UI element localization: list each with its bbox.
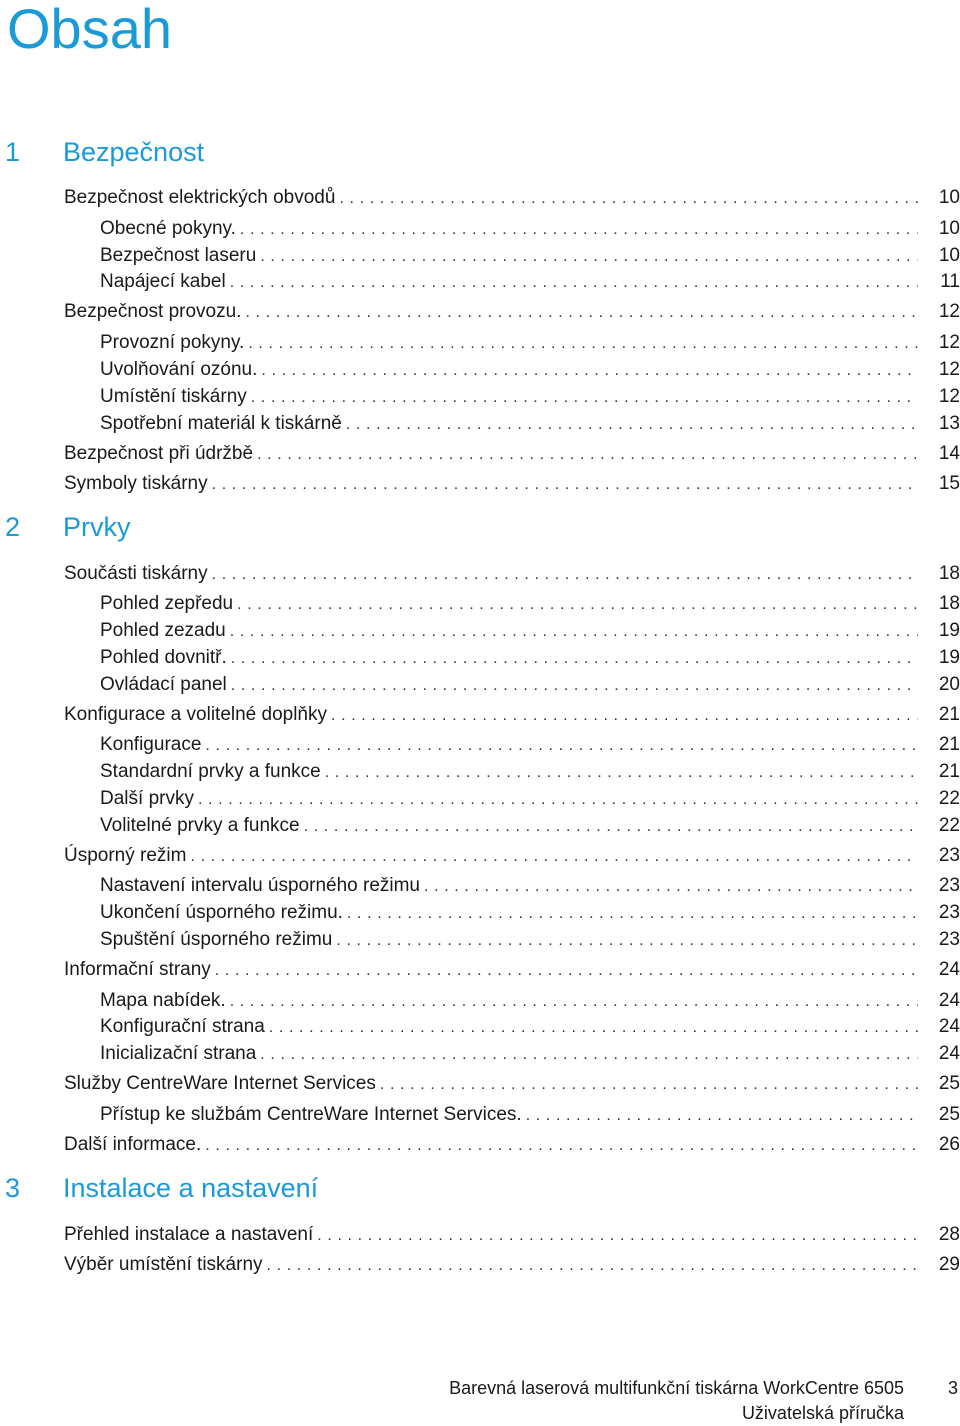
toc-entry[interactable] <box>64 562 960 586</box>
dot-leader <box>325 761 918 785</box>
toc-entry[interactable] <box>64 844 960 868</box>
dot-leader <box>245 301 918 325</box>
toc-subentry[interactable] <box>100 592 960 616</box>
dot-leader <box>257 443 918 467</box>
toc-entry-label: Nastavení intervalu úsporného režimu <box>100 875 421 896</box>
toc-entry-label: Pohled zezadu <box>100 620 226 641</box>
toc-entry-page: 23 <box>938 902 960 923</box>
toc-entry-page: 24 <box>938 959 960 980</box>
toc-subentry[interactable] <box>100 989 960 1013</box>
toc-entry-label: Spuštění úsporného režimu <box>100 929 333 950</box>
dot-leader <box>230 271 918 295</box>
toc-subentry[interactable] <box>100 928 960 952</box>
toc-entry-page: 23 <box>938 845 960 866</box>
chapter-heading-1[interactable] <box>5 135 204 169</box>
toc-entry-label: Spotřební materiál k tiskárně <box>100 413 342 434</box>
chapter-number: 2 <box>5 512 21 542</box>
toc-subentry[interactable] <box>100 217 960 241</box>
toc-entry[interactable] <box>64 1223 960 1247</box>
toc-entry-page: 25 <box>938 1104 960 1125</box>
toc-entry-page: 22 <box>938 788 960 809</box>
dot-leader <box>331 704 918 728</box>
toc-entry-page: 19 <box>938 620 960 641</box>
toc-subentry[interactable] <box>100 331 960 355</box>
toc-subentry[interactable] <box>100 874 960 898</box>
dot-leader <box>269 1016 918 1040</box>
dot-leader <box>215 959 918 983</box>
toc-entry-label: Bezpečnost při údržbě <box>64 443 254 464</box>
toc-subentry[interactable] <box>100 1103 960 1127</box>
toc-entry-page: 21 <box>938 734 960 755</box>
toc-entry[interactable] <box>64 1253 960 1277</box>
dot-leader <box>267 1254 918 1278</box>
dot-leader <box>237 593 918 617</box>
toc-entry[interactable] <box>64 958 960 982</box>
toc-entry-page: 12 <box>938 386 960 407</box>
dot-leader <box>205 1134 918 1158</box>
chapter-number: 1 <box>5 137 21 167</box>
toc-entry-page: 12 <box>938 332 960 353</box>
toc-entry-label: Standardní prvky a funkce <box>100 761 321 782</box>
dot-leader <box>526 1104 918 1128</box>
chapter-number: 3 <box>5 1173 21 1203</box>
dot-leader <box>260 1043 918 1067</box>
toc-subentry[interactable] <box>100 358 960 382</box>
toc-entry-page: 22 <box>938 815 960 836</box>
toc-entry-label: Služby CentreWare Internet Services <box>64 1073 376 1094</box>
toc-entry-label: Informační strany <box>64 959 211 980</box>
toc-entry-label: Uvolňování ozónu. <box>100 359 258 380</box>
dot-leader <box>339 187 918 211</box>
chapter-title: Prvky <box>63 512 131 542</box>
toc-entry-label: Konfigurační strana <box>100 1016 265 1037</box>
toc-entry-label: Umístění tiskárny <box>100 386 247 407</box>
toc-subentry[interactable] <box>100 244 960 268</box>
toc-entry[interactable] <box>64 703 960 727</box>
footer-page-number: 3 <box>947 1378 958 1398</box>
dot-leader <box>190 845 918 869</box>
dot-leader <box>212 473 918 497</box>
toc-entry-page: 29 <box>938 1254 960 1275</box>
chapter-heading-2[interactable] <box>5 510 131 544</box>
toc-subentry[interactable] <box>100 733 960 757</box>
toc-subentry[interactable] <box>100 270 960 294</box>
toc-entry-label: Bezpečnost provozu. <box>64 301 242 322</box>
toc-entry-label: Napájecí kabel <box>100 271 226 292</box>
toc-entry-label: Výběr umístění tiskárny <box>64 1254 263 1275</box>
toc-entry-label: Pohled zepředu <box>100 593 234 614</box>
dot-leader <box>230 620 918 644</box>
toc-entry-label: Pohled dovnitř. <box>100 647 227 668</box>
toc-entry-page: 24 <box>938 990 960 1011</box>
dot-leader <box>380 1073 918 1097</box>
toc-entry-label: Volitelné prvky a funkce <box>100 815 300 836</box>
toc-subentry[interactable] <box>100 760 960 784</box>
toc-subentry[interactable] <box>100 1042 960 1066</box>
dot-leader <box>260 245 918 269</box>
toc-entry-label: Ukončení úsporného režimu. <box>100 902 343 923</box>
dot-leader <box>231 647 918 671</box>
footer-product-name: Barevná laserová multifunkční tiskárna WorkCentre 6505 <box>449 1378 904 1398</box>
toc-entry-page: 23 <box>938 875 960 896</box>
page-footer <box>300 1376 960 1426</box>
toc-subentry[interactable] <box>100 1015 960 1039</box>
toc-entry-page: 11 <box>940 271 960 292</box>
dot-leader <box>251 386 918 410</box>
toc-entry-page: 20 <box>938 674 960 695</box>
toc-entry-page: 21 <box>938 761 960 782</box>
toc-subentry[interactable] <box>100 412 960 436</box>
toc-entry[interactable] <box>64 472 960 496</box>
toc-entry[interactable] <box>64 1133 960 1157</box>
toc-entry-label: Konfigurace a volitelné doplňky <box>64 704 328 725</box>
toc-entry-page: 23 <box>938 929 960 950</box>
toc-subentry[interactable] <box>100 619 960 643</box>
chapter-title: Instalace a nastavení <box>63 1173 319 1203</box>
toc-entry-page: 18 <box>938 593 960 614</box>
toc-entry[interactable] <box>64 300 960 324</box>
toc-subentry[interactable] <box>100 814 960 838</box>
toc-entry-page: 13 <box>938 413 960 434</box>
toc-entry[interactable] <box>64 442 960 466</box>
toc-entry-label: Součásti tiskárny <box>64 563 208 584</box>
toc-entry-page: 24 <box>938 1016 960 1037</box>
toc-subentry[interactable] <box>100 673 960 697</box>
dot-leader <box>231 674 918 698</box>
toc-entry-label: Přístup ke službám CentreWare Internet Services. <box>100 1104 522 1125</box>
toc-entry-page: 24 <box>938 1043 960 1064</box>
toc-entry-page: 15 <box>938 473 960 494</box>
chapter-title: Bezpečnost <box>63 137 205 167</box>
dot-leader <box>347 902 918 926</box>
toc-entry-label: Symboly tiskárny <box>64 473 208 494</box>
toc-subentry[interactable] <box>100 646 960 670</box>
toc-entry-page: 21 <box>938 704 960 725</box>
toc-entry-label: Přehled instalace a nastavení <box>64 1224 314 1245</box>
toc-entry[interactable] <box>64 186 960 210</box>
dot-leader <box>336 929 918 953</box>
footer-guide-name: Uživatelská příručka <box>741 1403 904 1423</box>
toc-entry-page: 12 <box>938 301 960 322</box>
dot-leader <box>304 815 918 839</box>
toc-entry-label: Provozní pokyny. <box>100 332 245 353</box>
toc-entry-page: 14 <box>938 443 960 464</box>
toc-entry-label: Konfigurace <box>100 734 202 755</box>
toc-entry-label: Obecné pokyny. <box>100 218 236 239</box>
dot-leader <box>198 788 918 812</box>
toc-entry-page: 10 <box>938 245 960 266</box>
toc-entry-label: Inicializační strana <box>100 1043 257 1064</box>
toc-entry-page: 10 <box>938 187 960 208</box>
dot-leader <box>346 413 918 437</box>
dot-leader <box>205 734 918 758</box>
toc-entry-page: 25 <box>938 1073 960 1094</box>
toc-entry-page: 19 <box>938 647 960 668</box>
chapter-heading-3[interactable] <box>5 1171 318 1205</box>
toc-entry-page: 26 <box>938 1134 960 1155</box>
toc-subentry[interactable] <box>100 385 960 409</box>
toc-entry-label: Další prvky <box>100 788 194 809</box>
toc-entry-page: 10 <box>938 218 960 239</box>
toc-entry-label: Další informace. <box>64 1134 202 1155</box>
toc-entry-label: Bezpečnost laseru <box>100 245 257 266</box>
toc-entry-page: 28 <box>938 1224 960 1245</box>
dot-leader <box>424 875 918 899</box>
toc-entry[interactable] <box>64 1072 960 1096</box>
toc-entry-label: Ovládací panel <box>100 674 227 695</box>
dot-leader <box>261 359 918 383</box>
dot-leader <box>248 332 918 356</box>
toc-entry-label: Bezpečnost elektrických obvodů <box>64 187 336 208</box>
toc-entry-page: 18 <box>938 563 960 584</box>
page-title: Obsah <box>7 0 172 60</box>
dot-leader <box>240 218 918 242</box>
dot-leader <box>212 563 918 587</box>
toc-subentry[interactable] <box>100 787 960 811</box>
dot-leader <box>317 1224 918 1248</box>
toc-entry-label: Úsporný režim <box>64 845 187 866</box>
toc-entry-label: Mapa nabídek. <box>100 990 226 1011</box>
toc-entry-page: 12 <box>938 359 960 380</box>
dot-leader <box>230 990 918 1014</box>
toc-subentry[interactable] <box>100 901 960 925</box>
